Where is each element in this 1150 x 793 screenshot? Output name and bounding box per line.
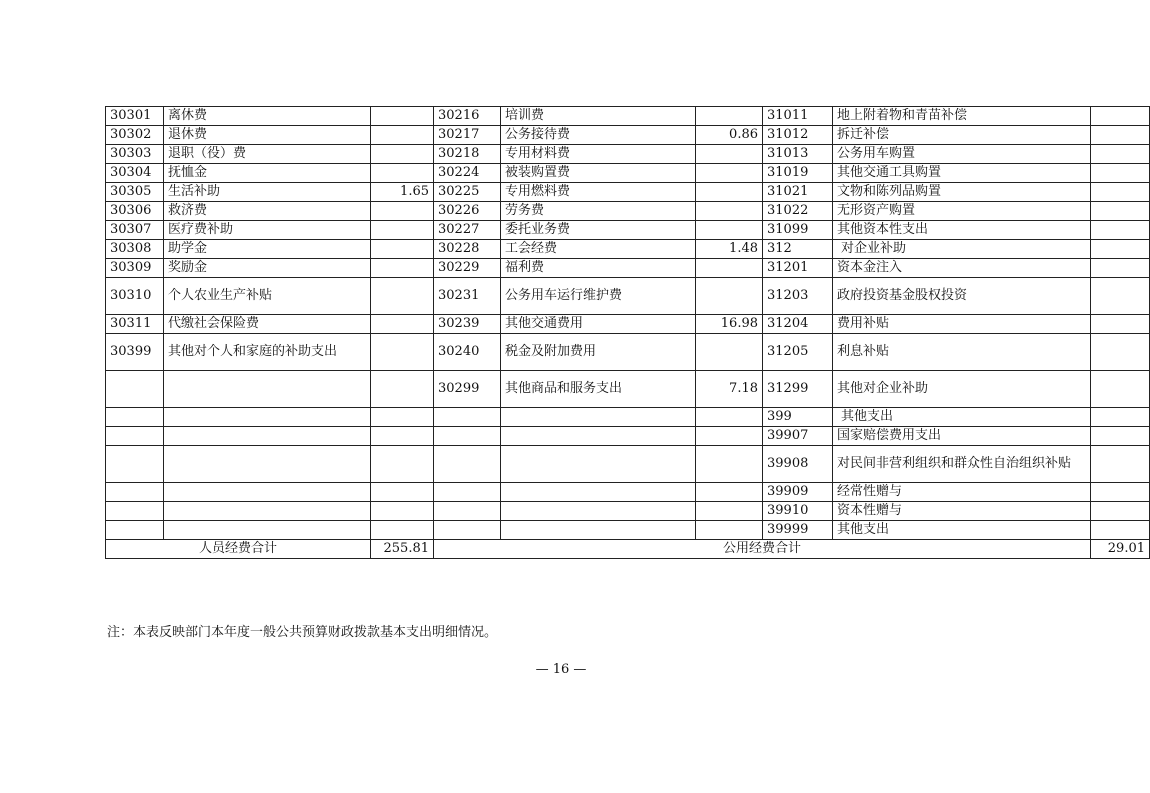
- item-code: [434, 427, 501, 446]
- item-name: [164, 502, 371, 521]
- item-name: [164, 408, 371, 427]
- item-code: 30226: [434, 202, 501, 221]
- item-code: 30304: [106, 164, 164, 183]
- item-code: 30216: [434, 107, 501, 126]
- item-amount: [1091, 502, 1150, 521]
- item-name: 资本性赠与: [833, 502, 1091, 521]
- table-row: [106, 183, 1150, 202]
- item-code: 30224: [434, 164, 501, 183]
- item-code: [434, 502, 501, 521]
- item-code: [106, 408, 164, 427]
- item-name: [164, 446, 371, 483]
- item-code: 30310: [106, 278, 164, 315]
- item-name: 医疗费补助: [164, 221, 371, 240]
- item-name: 助学金: [164, 240, 371, 259]
- table-row: [106, 483, 1150, 502]
- table-row: [106, 408, 1150, 427]
- item-code: [434, 483, 501, 502]
- item-code: [106, 371, 164, 408]
- item-amount: [1091, 278, 1150, 315]
- table-row: [106, 107, 1150, 126]
- item-amount: [696, 502, 763, 521]
- item-amount: [1091, 183, 1150, 202]
- item-name: 抚恤金: [164, 164, 371, 183]
- table-row: [106, 334, 1150, 371]
- item-code: 30228: [434, 240, 501, 259]
- item-name: 其他支出: [833, 521, 1091, 540]
- item-amount: [696, 408, 763, 427]
- item-amount: [1091, 259, 1150, 278]
- item-amount: [371, 502, 434, 521]
- item-amount: [371, 278, 434, 315]
- item-name: [501, 427, 696, 446]
- item-code: 39909: [763, 483, 833, 502]
- table-row: [106, 278, 1150, 315]
- item-name: [164, 483, 371, 502]
- public-total-label: 公用经费合计: [434, 540, 1091, 559]
- item-amount: [1091, 427, 1150, 446]
- item-amount: 7.18: [696, 371, 763, 408]
- item-name: 地上附着物和青苗补偿: [833, 107, 1091, 126]
- item-amount: [1091, 202, 1150, 221]
- item-amount: [696, 278, 763, 315]
- item-name: [164, 371, 371, 408]
- item-amount: 1.48: [696, 240, 763, 259]
- item-name: 其他资本性支出: [833, 221, 1091, 240]
- item-amount: [371, 483, 434, 502]
- item-name: 拆迁补偿: [833, 126, 1091, 145]
- item-amount: [371, 315, 434, 334]
- item-code: [106, 427, 164, 446]
- item-amount: [696, 183, 763, 202]
- item-code: 30399: [106, 334, 164, 371]
- personnel-total-label: 人员经费合计: [106, 540, 371, 559]
- item-amount: [371, 371, 434, 408]
- item-code: [434, 408, 501, 427]
- item-amount: [371, 427, 434, 446]
- item-code: 30311: [106, 315, 164, 334]
- item-code: 31012: [763, 126, 833, 145]
- totals-row: [106, 540, 1150, 559]
- item-code: 39999: [763, 521, 833, 540]
- item-name: 离休费: [164, 107, 371, 126]
- item-amount: [1091, 107, 1150, 126]
- item-amount: [1091, 371, 1150, 408]
- page-number: — 16 —: [535, 662, 587, 677]
- item-amount: [696, 521, 763, 540]
- item-code: [106, 521, 164, 540]
- item-name: [501, 446, 696, 483]
- item-code: 39907: [763, 427, 833, 446]
- item-code: [434, 446, 501, 483]
- item-code: 31021: [763, 183, 833, 202]
- item-name: 奖励金: [164, 259, 371, 278]
- table-row: [106, 202, 1150, 221]
- item-code: 30299: [434, 371, 501, 408]
- item-name: 劳务费: [501, 202, 696, 221]
- item-code: 30309: [106, 259, 164, 278]
- item-code: 39910: [763, 502, 833, 521]
- public-total-value: 29.01: [1091, 540, 1150, 559]
- item-amount: [371, 126, 434, 145]
- item-name: 经常性赠与: [833, 483, 1091, 502]
- item-name: 公务接待费: [501, 126, 696, 145]
- table-row: [106, 446, 1150, 483]
- item-name: [164, 521, 371, 540]
- item-name: 生活补助: [164, 183, 371, 202]
- item-name: 费用补贴: [833, 315, 1091, 334]
- item-code: 31022: [763, 202, 833, 221]
- item-code: 30240: [434, 334, 501, 371]
- item-code: 312: [763, 240, 833, 259]
- item-amount: [371, 164, 434, 183]
- item-name: 专用燃料费: [501, 183, 696, 202]
- item-amount: 0.86: [696, 126, 763, 145]
- item-name: 个人农业生产补贴: [164, 278, 371, 315]
- item-code: [106, 502, 164, 521]
- item-code: 31011: [763, 107, 833, 126]
- item-amount: [371, 334, 434, 371]
- item-amount: [696, 221, 763, 240]
- item-amount: [696, 164, 763, 183]
- table-row: [106, 221, 1150, 240]
- item-code: [106, 446, 164, 483]
- item-amount: [371, 408, 434, 427]
- item-amount: [1091, 145, 1150, 164]
- item-code: 30306: [106, 202, 164, 221]
- table-row: [106, 371, 1150, 408]
- table-row: [106, 259, 1150, 278]
- personnel-total-value: 255.81: [371, 540, 434, 559]
- table-note: 注：本表反映部门本年度一般公共预算财政拨款基本支出明细情况。: [107, 625, 498, 640]
- item-amount: [371, 259, 434, 278]
- item-name: 专用材料费: [501, 145, 696, 164]
- item-code: 30217: [434, 126, 501, 145]
- item-name: 文物和陈列品购置: [833, 183, 1091, 202]
- item-name: 其他交通费用: [501, 315, 696, 334]
- item-code: 30302: [106, 126, 164, 145]
- item-amount: [696, 446, 763, 483]
- item-amount: [1091, 521, 1150, 540]
- item-code: 30303: [106, 145, 164, 164]
- item-name: 退职（役）费: [164, 145, 371, 164]
- item-amount: [1091, 408, 1150, 427]
- table-row: [106, 145, 1150, 164]
- expenditure-detail-table: [105, 106, 1150, 559]
- item-code: [434, 521, 501, 540]
- item-code: 31013: [763, 145, 833, 164]
- item-name: 其他交通工具购置: [833, 164, 1091, 183]
- item-code: 30218: [434, 145, 501, 164]
- item-code: 30307: [106, 221, 164, 240]
- item-name: 福利费: [501, 259, 696, 278]
- item-amount: [696, 107, 763, 126]
- item-amount: [696, 483, 763, 502]
- item-name: 政府投资基金股权投资: [833, 278, 1091, 315]
- item-name: 公务用车购置: [833, 145, 1091, 164]
- table-row: [106, 502, 1150, 521]
- table-body: [106, 107, 1150, 540]
- item-amount: [1091, 240, 1150, 259]
- item-name: [501, 408, 696, 427]
- item-amount: [1091, 221, 1150, 240]
- item-code: 31201: [763, 259, 833, 278]
- item-name: [501, 502, 696, 521]
- item-amount: [696, 202, 763, 221]
- table-row: [106, 164, 1150, 183]
- item-name: 退休费: [164, 126, 371, 145]
- item-amount: [371, 107, 434, 126]
- item-amount: [371, 240, 434, 259]
- item-code: 39908: [763, 446, 833, 483]
- table-row: [106, 315, 1150, 334]
- item-name: 税金及附加费用: [501, 334, 696, 371]
- item-name: [501, 483, 696, 502]
- item-code: 31204: [763, 315, 833, 334]
- item-amount: [696, 259, 763, 278]
- item-name: 工会经费: [501, 240, 696, 259]
- item-name: 对企业补助: [833, 240, 1091, 259]
- item-code: 30239: [434, 315, 501, 334]
- table-row: [106, 427, 1150, 446]
- item-amount: [371, 221, 434, 240]
- item-code: [106, 483, 164, 502]
- item-name: 代缴社会保险费: [164, 315, 371, 334]
- item-name: 国家赔偿费用支出: [833, 427, 1091, 446]
- item-code: 30308: [106, 240, 164, 259]
- item-name: 委托业务费: [501, 221, 696, 240]
- item-code: 30229: [434, 259, 501, 278]
- item-amount: [371, 521, 434, 540]
- table-row: [106, 126, 1150, 145]
- item-name: 培训费: [501, 107, 696, 126]
- item-amount: [371, 145, 434, 164]
- item-name: 其他商品和服务支出: [501, 371, 696, 408]
- item-name: 被装购置费: [501, 164, 696, 183]
- item-name: 其他对企业补助: [833, 371, 1091, 408]
- item-amount: [371, 202, 434, 221]
- item-code: 30231: [434, 278, 501, 315]
- item-name: 救济费: [164, 202, 371, 221]
- item-name: [164, 427, 371, 446]
- item-code: 31203: [763, 278, 833, 315]
- item-code: 30301: [106, 107, 164, 126]
- item-amount: [1091, 446, 1150, 483]
- item-amount: [696, 334, 763, 371]
- table-row: [106, 521, 1150, 540]
- item-name: 公务用车运行维护费: [501, 278, 696, 315]
- item-amount: [371, 446, 434, 483]
- item-amount: [1091, 334, 1150, 371]
- item-code: 31019: [763, 164, 833, 183]
- item-name: 其他支出: [833, 408, 1091, 427]
- item-name: 对民间非营利组织和群众性自治组织补贴: [833, 446, 1091, 483]
- item-code: 31299: [763, 371, 833, 408]
- item-amount: [1091, 483, 1150, 502]
- item-amount: [1091, 315, 1150, 334]
- item-amount: 16.98: [696, 315, 763, 334]
- item-name: 资本金注入: [833, 259, 1091, 278]
- item-code: 30227: [434, 221, 501, 240]
- item-amount: [1091, 126, 1150, 145]
- item-amount: 1.65: [371, 183, 434, 202]
- table-row: [106, 240, 1150, 259]
- item-amount: [696, 145, 763, 164]
- item-amount: [1091, 164, 1150, 183]
- item-name: 利息补贴: [833, 334, 1091, 371]
- item-code: 31205: [763, 334, 833, 371]
- item-name: 无形资产购置: [833, 202, 1091, 221]
- item-name: 其他对个人和家庭的补助支出: [164, 334, 371, 371]
- item-code: 31099: [763, 221, 833, 240]
- item-code: 399: [763, 408, 833, 427]
- item-name: [501, 521, 696, 540]
- item-amount: [696, 427, 763, 446]
- item-code: 30225: [434, 183, 501, 202]
- item-code: 30305: [106, 183, 164, 202]
